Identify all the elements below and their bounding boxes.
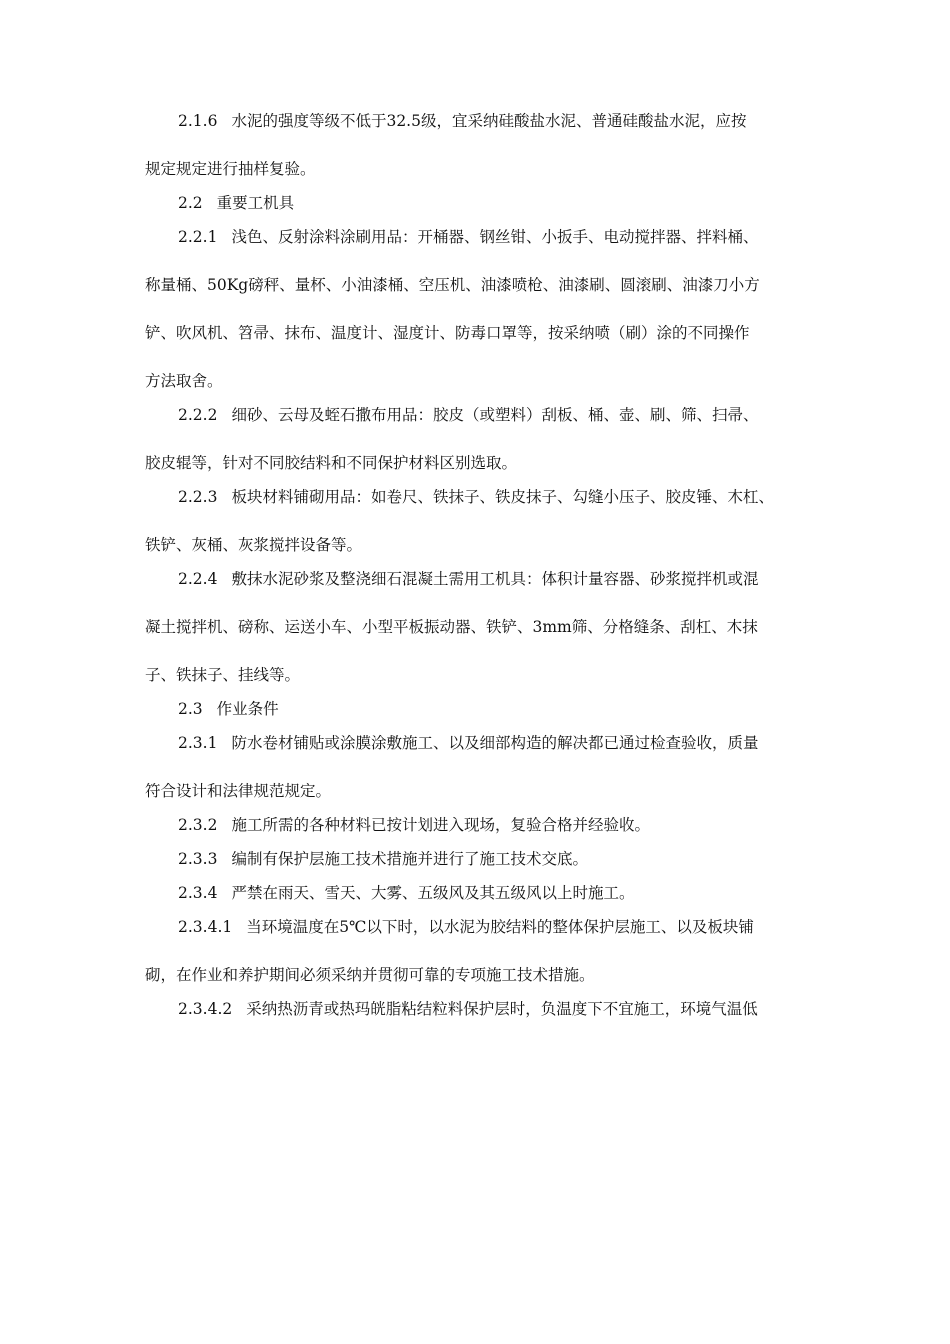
- paragraph-line: [145, 320, 810, 346]
- section-number: 2.3.4.2: [178, 1000, 233, 1018]
- paragraph-line: [145, 730, 810, 756]
- section-number: 2.2.1: [178, 228, 218, 246]
- paragraph-line: [145, 368, 810, 394]
- paragraph-text: 子、铁抹子、挂线等。: [145, 666, 301, 684]
- paragraph-line: [145, 224, 810, 250]
- section-number: 2.2.4: [178, 570, 218, 588]
- paragraph-text: 称量桶、50Kg磅秤、量杯、小油漆桶、空压机、油漆喷枪、油漆刷、圆滚刷、油漆刀小方: [145, 276, 760, 294]
- paragraph-text: 敷抹水泥砂浆及整浇细石混凝土需用工机具：体积计量容器、砂浆搅拌机或混: [231, 570, 759, 588]
- section-heading: [145, 190, 810, 216]
- paragraph-line: [145, 484, 810, 510]
- paragraph-text: 防水卷材铺贴或涂膜涂敷施工、以及细部构造的解决都已通过检查验收，质量: [231, 734, 759, 752]
- paragraph-text: 凝土搅拌机、磅称、运送小车、小型平板振动器、铁铲、3mm筛、分格缝条、刮杠、木抹: [145, 618, 758, 636]
- paragraph-line: [145, 880, 810, 906]
- paragraph-text: 铁铲、灰桶、灰浆搅拌设备等。: [145, 536, 363, 554]
- paragraph-text: 方法取舍。: [145, 372, 223, 390]
- paragraph-line: [145, 846, 810, 872]
- section-number: 2.3.3: [178, 850, 218, 868]
- paragraph-text: 胶皮辊等，针对不同胶结料和不同保护材料区别选取。: [145, 454, 518, 472]
- paragraph-line: [145, 996, 810, 1022]
- paragraph-text: 水泥的强度等级不低于32.5级，宜采纳硅酸盐水泥、普通硅酸盐水泥，应按: [231, 112, 747, 130]
- paragraph-text: 当环境温度在5℃以下时，以水泥为胶结料的整体保护层施工、以及板块铺: [246, 918, 754, 936]
- paragraph-line: [145, 614, 810, 640]
- heading-text: 重要工机具: [216, 194, 295, 212]
- paragraph-line: [145, 778, 810, 804]
- paragraph-line: [145, 402, 810, 428]
- paragraph-line: [145, 662, 810, 688]
- paragraph-text: 采纳热沥青或热玛㿠脂粘结粒料保护层时，负温度下不宜施工，环境气温低: [246, 1000, 758, 1018]
- section-number: 2.3.2: [178, 816, 218, 834]
- paragraph-text: 板块材料铺砌用品：如卷尺、铁抹子、铁皮抹子、勾缝小压子、胶皮锤、木杠、: [231, 488, 774, 506]
- section-number: 2.3: [178, 700, 203, 718]
- section-number: 2.3.1: [178, 734, 218, 752]
- paragraph-text: 规定规定进行抽样复验。: [145, 160, 316, 178]
- paragraph-line: [145, 156, 810, 182]
- paragraph-text: 严禁在雨天、雪天、大雾、五级风及其五级风以上时施工。: [231, 884, 635, 902]
- document-body: [145, 108, 810, 1022]
- paragraph-line: [145, 962, 810, 988]
- section-number: 2.3.4: [178, 884, 218, 902]
- section-heading: [145, 696, 810, 722]
- section-number: 2.2.3: [178, 488, 218, 506]
- paragraph-text: 浅色、反射涂料涂刷用品：开桶器、钢丝钳、小扳手、电动搅拌器、拌料桶、: [231, 228, 759, 246]
- paragraph-line: [145, 108, 810, 134]
- paragraph-line: [145, 272, 810, 298]
- paragraph-text: 施工所需的各种材料已按计划进入现场，复验合格并经验收。: [231, 816, 650, 834]
- section-number: 2.1.6: [178, 112, 218, 130]
- paragraph-line: [145, 812, 810, 838]
- paragraph-text: 砌，在作业和养护期间必须采纳并贯彻可靠的专项施工技术措施。: [145, 966, 595, 984]
- paragraph-line: [145, 532, 810, 558]
- paragraph-text: 编制有保护层施工技术措施并进行了施工技术交底。: [231, 850, 588, 868]
- section-number: 2.2.2: [178, 406, 218, 424]
- heading-text: 作业条件: [216, 700, 279, 718]
- paragraph-line: [145, 566, 810, 592]
- paragraph-line: [145, 914, 810, 940]
- paragraph-text: 细砂、云母及蛭石撒布用品：胶皮（或塑料）刮板、桶、壶、刷、筛、扫帚、: [231, 406, 759, 424]
- section-number: 2.3.4.1: [178, 918, 233, 936]
- paragraph-text: 符合设计和法律规范规定。: [145, 782, 332, 800]
- paragraph-line: [145, 450, 810, 476]
- section-number: 2.2: [178, 194, 203, 212]
- paragraph-text: 铲、吹风机、笤帚、抹布、温度计、湿度计、防毒口罩等，按采纳喷（刷）涂的不同操作: [145, 324, 750, 342]
